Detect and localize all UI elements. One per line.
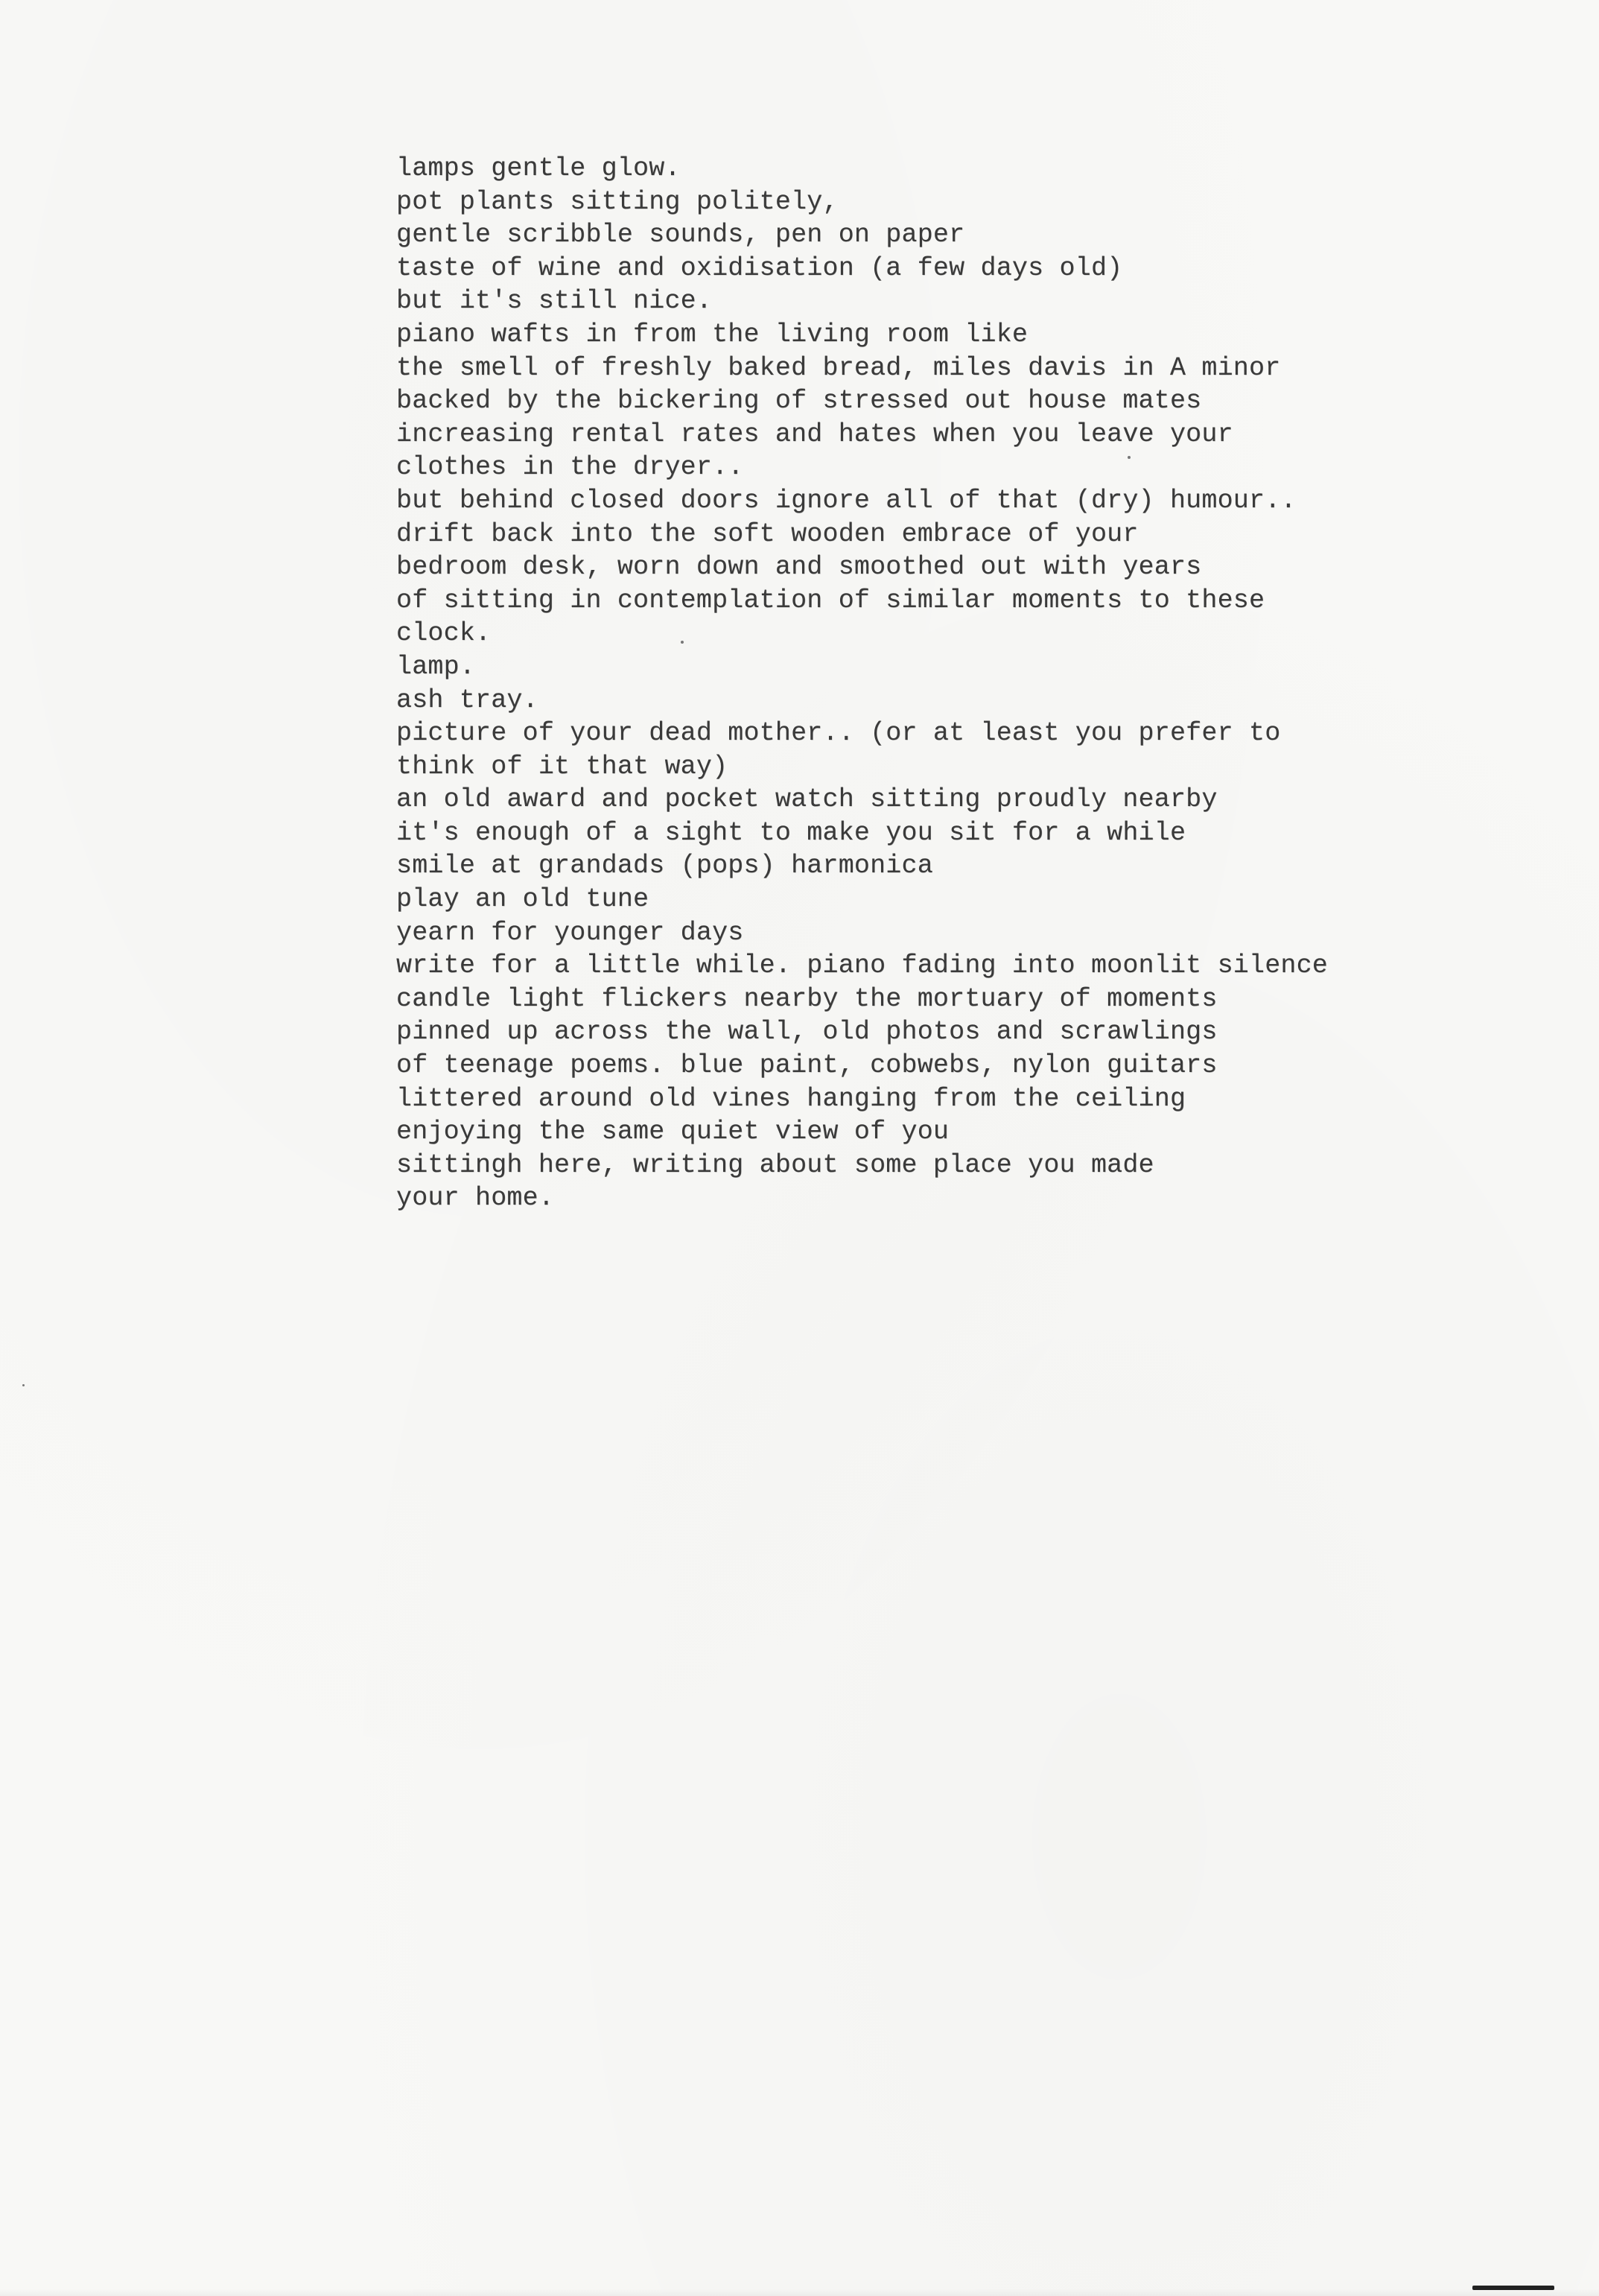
poem-line: enjoying the same quiet view of you xyxy=(396,1117,950,1147)
poem-line: bedroom desk, worn down and smoothed out with years xyxy=(396,552,1202,583)
poem-line: piano wafts in from the living room like xyxy=(396,319,1029,349)
poem-line: play an old tune xyxy=(396,884,649,915)
poem-line: but behind closed doors ignore all of that (dry) humour.. xyxy=(396,485,1297,516)
poem-line: backed by the bickering of stressed out house mates xyxy=(396,386,1202,416)
poem-line: yearn for younger days xyxy=(396,917,744,948)
poem-line: an old award and pocket watch sitting proudly nearby xyxy=(396,784,1218,815)
poem-line: drift back into the soft wooden embrace of your xyxy=(396,518,1139,549)
poem-line: pinned up across the wall, old photos and scrawlings xyxy=(396,1017,1218,1047)
paper-speck xyxy=(1128,456,1131,459)
poem-line: pot plants sitting politely, xyxy=(396,186,839,217)
paper-edge-mark xyxy=(1472,2286,1554,2290)
poem-line: picture of your dead mother.. (or at least you prefer to xyxy=(396,718,1281,749)
poem-line: smile at grandads (pops) harmonica xyxy=(396,851,933,881)
paper-bottom-edge xyxy=(0,2289,1599,2296)
poem-line: it's enough of a sight to make you sit for a while xyxy=(396,817,1186,848)
poem-line: of teenage poems. blue paint, cobwebs, nylon guitars xyxy=(396,1050,1218,1081)
poem-line: ash tray. xyxy=(396,685,538,715)
poem-line: think of it that way) xyxy=(396,751,728,781)
poem-line: clock. xyxy=(396,618,492,649)
poem-line: of sitting in contemplation of similar moments to these xyxy=(396,585,1265,615)
poem-line: taste of wine and oxidisation (a few days old) xyxy=(396,253,1123,283)
paper-speck xyxy=(681,641,684,644)
poem-line: the smell of freshly baked bread, miles davis in A minor xyxy=(396,352,1281,383)
poem-line: write for a little while. piano fading into moonlit silence xyxy=(396,951,1329,981)
poem-line: gentle scribble sounds, pen on paper xyxy=(396,220,965,250)
poem-line: increasing rental rates and hates when you leave your xyxy=(396,419,1233,449)
poem-line: but it's still nice. xyxy=(396,286,713,317)
poem-line: clothes in the dryer.. xyxy=(396,452,744,483)
paper-speck xyxy=(22,1384,25,1386)
poem-line: candle light flickers nearby the mortuary of moments xyxy=(396,983,1218,1014)
poem-text xyxy=(396,152,1558,1215)
poem-line: littered around old vines hanging from the ceiling xyxy=(396,1083,1186,1114)
poem-line: your home. xyxy=(396,1183,555,1214)
poem-line: lamps gentle glow. xyxy=(396,153,681,183)
poem-line: sittingh here, writing about some place you made xyxy=(396,1149,1154,1180)
poem-line: lamp. xyxy=(396,651,476,682)
